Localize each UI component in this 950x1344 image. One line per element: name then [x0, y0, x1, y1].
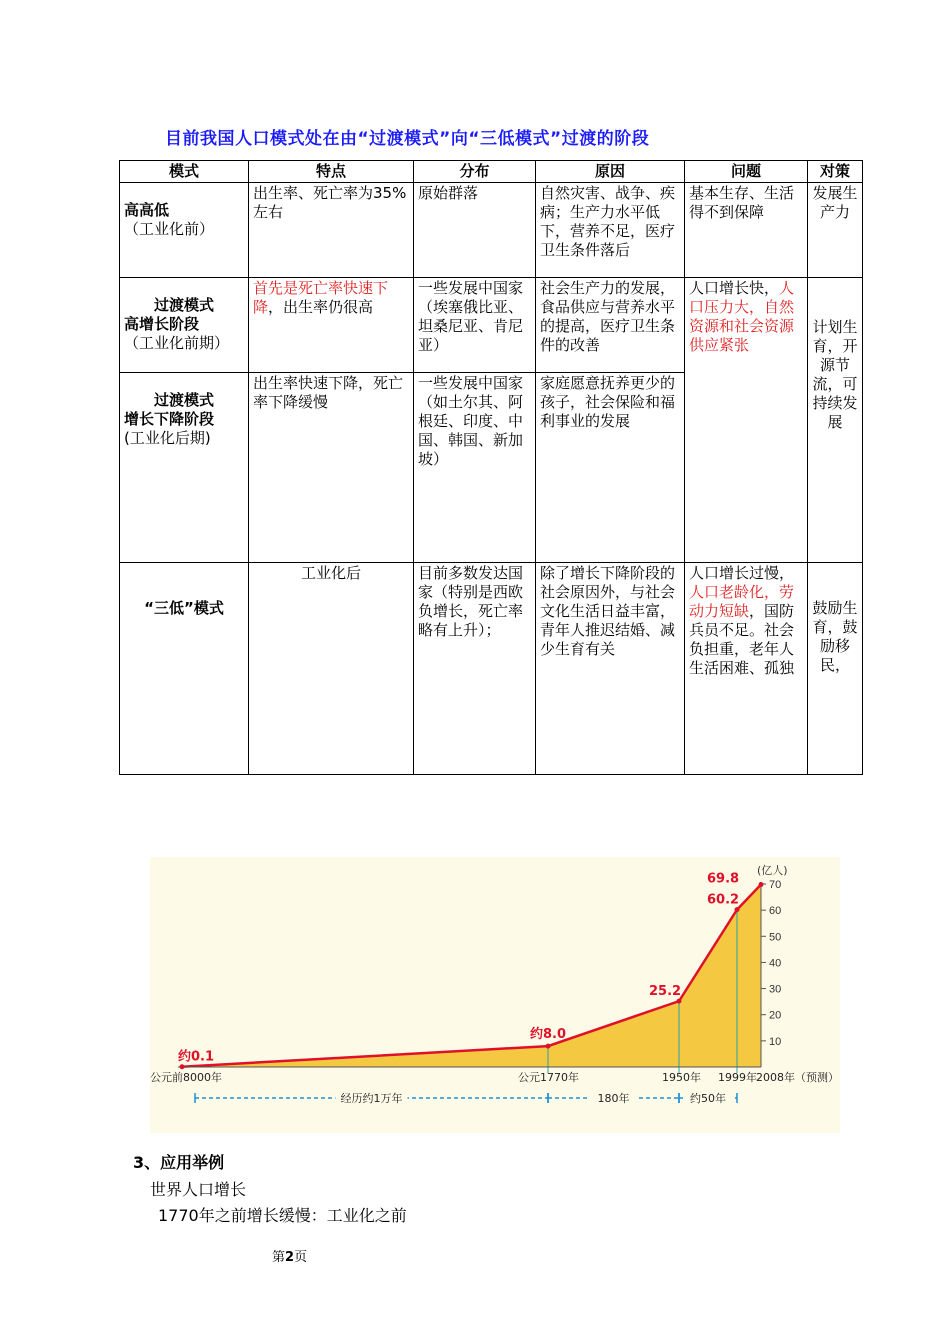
span-label: 约50年 — [690, 1092, 726, 1105]
cause-cell: 社会生产力的发展，食品供应与营养水平的提高，医疗卫生条件的改善 — [536, 278, 685, 373]
model-cell — [120, 183, 249, 278]
data-label: 约0.1 — [178, 1049, 215, 1065]
body-line: 世界人口增长 — [150, 1180, 247, 1199]
model-stage: （工业化前） — [124, 220, 215, 238]
chart-svg — [150, 857, 840, 1133]
page-title: 目前我国人口模式处在由“过渡模式”向“三低模式”过渡的阶段 — [165, 129, 650, 149]
cause-cell: 自然灾害、战争、疾病；生产力水平低下，营养不足，医疗卫生条件落后 — [536, 183, 685, 278]
span-label: 经历约1万年 — [340, 1092, 403, 1105]
feature-highlight: 首先是死亡率快速下降 — [253, 279, 389, 316]
model-cell — [120, 278, 249, 373]
model-stage: （工业化前期） — [124, 334, 230, 352]
model-name-prefix: 过 — [153, 296, 169, 314]
y-tick-label: 60 — [769, 905, 782, 918]
header-model: 模式 — [120, 161, 249, 183]
span-label: 180年 — [597, 1092, 630, 1105]
header-problem: 问题 — [685, 161, 808, 183]
distribution-cell: 一些发展中国家（埃塞俄比亚、坦桑尼亚、肯尼亚） — [414, 278, 536, 373]
x-tick-label: 公元前8000年 — [150, 1071, 222, 1084]
cause-cell: 除了增长下降阶段的社会原因外，与社会文化生活日益丰富，青年人推迟结婚、减少生育有关 — [536, 563, 685, 775]
model-stage: (工业化后期) — [124, 429, 211, 447]
model-name: “三低”模式 — [144, 599, 224, 617]
data-point — [677, 999, 682, 1004]
feature-cell: 首先是死亡率快速下降，出生率仍很高 — [249, 278, 414, 373]
feature-cell: 工业化后 — [249, 563, 414, 775]
table-row — [120, 278, 863, 373]
y-tick-label: 20 — [769, 1009, 782, 1022]
problem-highlight: 人口老龄化，劳动力短缺 — [689, 583, 795, 620]
y-tick-label: 70 — [769, 879, 782, 891]
population-model-table — [119, 160, 863, 775]
y-tick-label: 10 — [769, 1035, 782, 1048]
header-cause: 原因 — [536, 161, 685, 183]
data-label: 约8.0 — [530, 1027, 567, 1043]
distribution-cell: 目前多数发达国家（特别是西欧负增长，死亡率略有上升）； — [414, 563, 536, 775]
x-tick-label: 公元1770年 — [518, 1071, 579, 1084]
x-tick-label: 1999年 — [718, 1071, 757, 1084]
table-header-row — [120, 161, 863, 183]
header-feature: 特点 — [249, 161, 414, 183]
policy-cell: 鼓励生育，鼓励移民， — [808, 563, 863, 775]
body-line: 1770年之前增长缓慢：工业化之前 — [158, 1206, 407, 1225]
data-label: 69.8 — [707, 871, 740, 887]
problem-highlight: 人口压力大，自然资源和社会资源供应紧张 — [689, 279, 795, 354]
distribution-cell: 原始群落 — [414, 183, 536, 278]
population-growth-chart — [150, 857, 840, 1133]
header-distribution: 分布 — [414, 161, 536, 183]
distribution-cell: 一些发展中国家（如土尔其、阿根廷、印度、中国、韩国、新加坡） — [414, 373, 536, 563]
policy-cell: 发展生产力 — [808, 183, 863, 278]
data-point — [180, 1064, 185, 1069]
model-cell — [120, 373, 249, 563]
model-name: 过渡模式 — [153, 296, 215, 314]
x-tick-label: 2008年（预测） — [756, 1071, 839, 1084]
y-tick-label: 40 — [769, 957, 782, 970]
x-tick-label: 1950年 — [662, 1071, 701, 1084]
model-name: 过渡模式 — [153, 391, 214, 409]
policy-cell: 计划生育，开源节流，可持续发展 — [808, 278, 863, 563]
page-number: 第2页 — [272, 1250, 308, 1265]
data-point — [735, 907, 740, 912]
feature-cell: 出生率、死亡率为35%左右 — [249, 183, 414, 278]
y-tick-label: 30 — [769, 983, 782, 996]
y-tick-label: 50 — [769, 931, 782, 944]
section-heading: 3、应用举例 — [133, 1153, 225, 1172]
data-label: 25.2 — [649, 984, 682, 1000]
table-row — [120, 563, 863, 775]
data-point — [759, 882, 764, 887]
feature-cell: 出生率快速下降，死亡率下降缓慢 — [249, 373, 414, 563]
model-name-line2: 增长下降阶段 — [124, 410, 215, 428]
data-label: 60.2 — [707, 892, 740, 908]
table-row — [120, 183, 863, 278]
problem-cell: 人口增长过慢，人口老龄化，劳动力短缺，国防兵员不足。社会负担重，老年人生活困难、孤独 — [685, 563, 808, 775]
data-point — [546, 1044, 551, 1049]
header-policy: 对策 — [808, 161, 863, 183]
problem-cell: 基本生存、生活得不到保障 — [685, 183, 808, 278]
model-name: 高高低 — [124, 201, 170, 219]
y-unit-label: (亿人) — [757, 864, 788, 877]
model-cell — [120, 563, 249, 775]
model-name-line2: 高增长阶段 — [124, 315, 200, 333]
area-fill — [182, 885, 761, 1067]
problem-cell: 人口增长快，人口压力大，自然资源和社会资源供应紧张 — [685, 278, 808, 563]
cause-cell: 家庭愿意抚养更少的孩子，社会保险和福利事业的发展 — [536, 373, 685, 563]
